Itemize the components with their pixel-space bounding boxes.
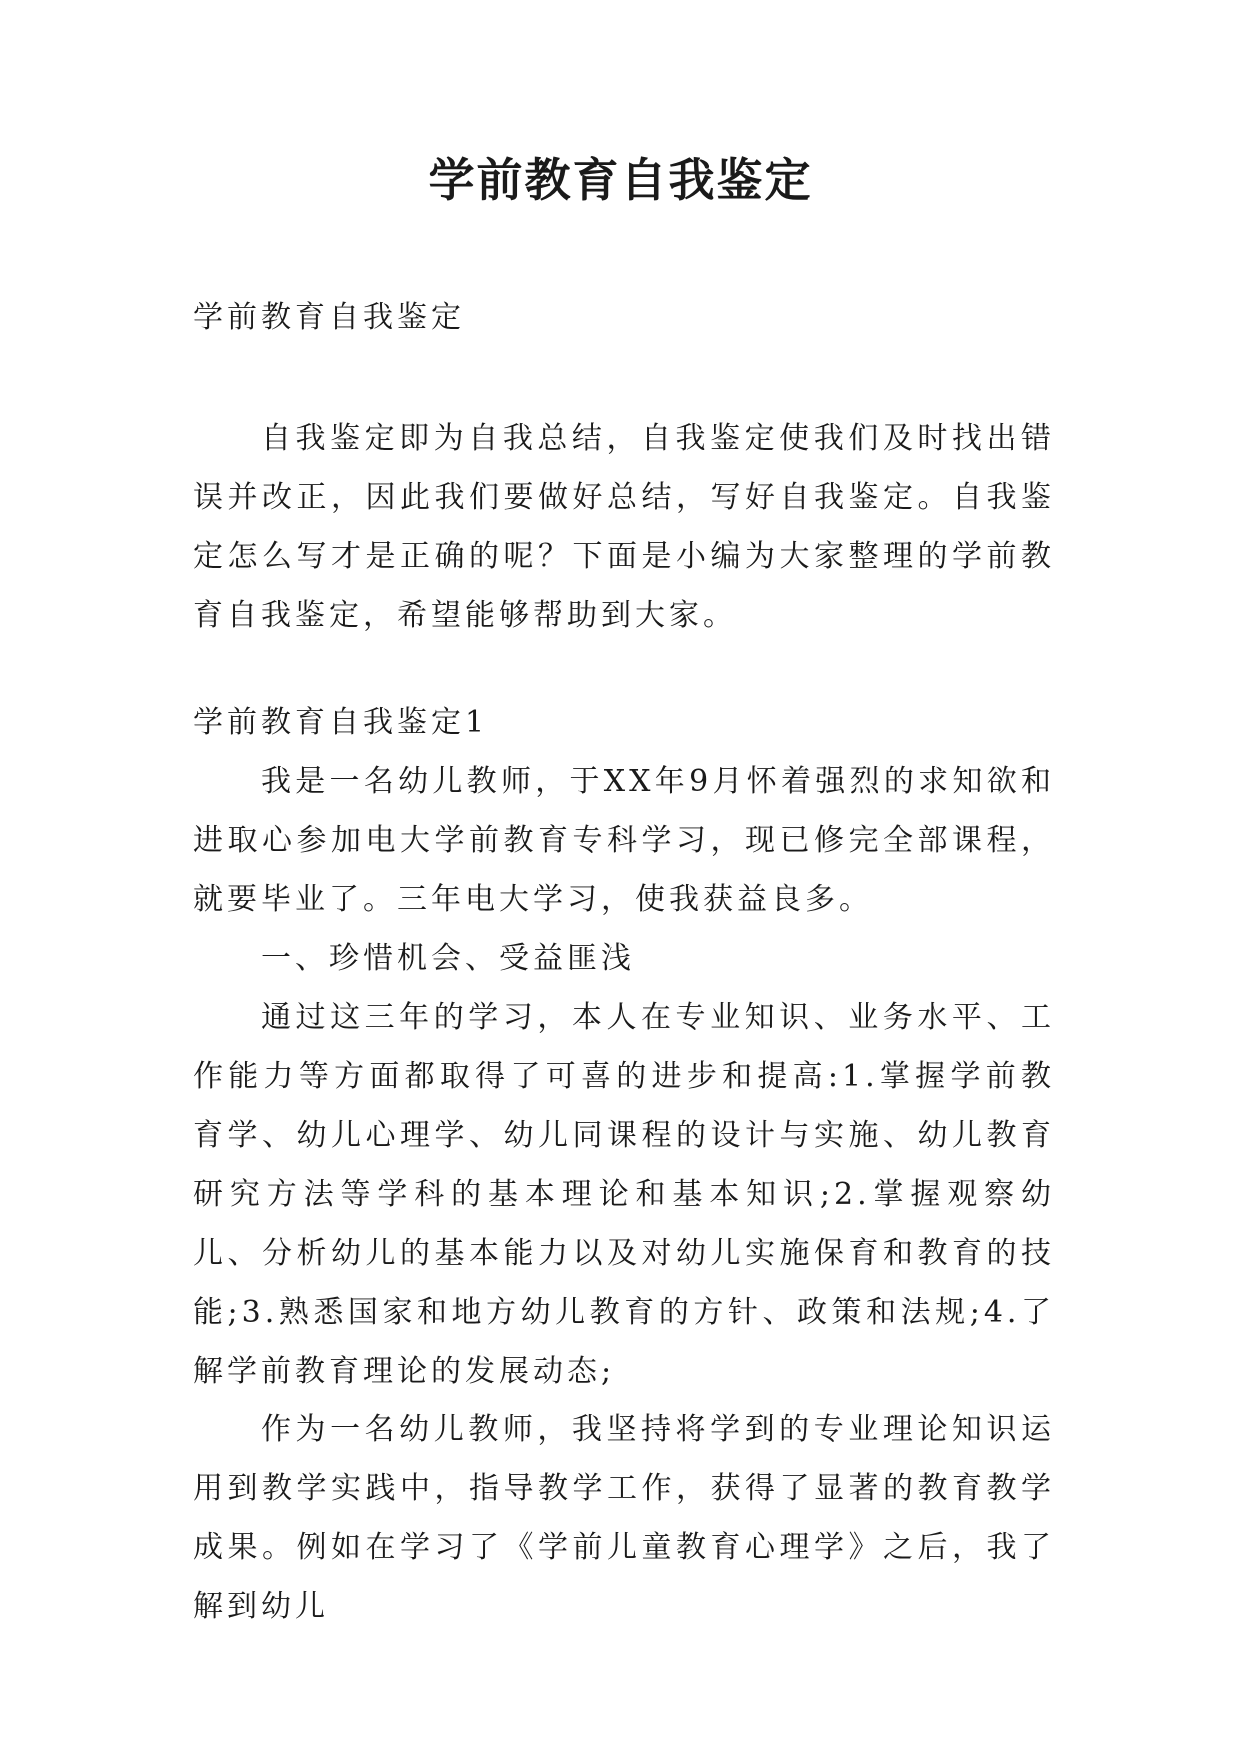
document-title: 学前教育自我鉴定 [428, 153, 813, 207]
body-paragraph-2: 通过这三年的学习，本人在专业知识、业务水平、工作能力等方面都取得了可喜的进步和提高:1.掌握学前教育学、幼儿心理学、幼儿同课程的设计与实施、幼儿教育研究方法等学科的基本理论和基本知识;2.掌握观察幼儿、分析幼儿的基本能力以及对幼儿实施保育和教育的技能;3.熟悉国家和地方幼儿教育的方针、政策和法规;4.了解学前教育理论的发展动态; [193, 1000, 1055, 1389]
section-heading: 学前教育自我鉴定1 [193, 705, 489, 740]
body-paragraph-1: 我是一名幼儿教师，于XX年9月怀着强烈的求知欲和进取心参加电大学前教育专科学习，现已修完全部课程，就要毕业了。三年电大学习，使我获益良多。 [193, 764, 1055, 917]
point-heading: 一、珍惜机会、受益匪浅 [261, 941, 635, 976]
document-subtitle: 学前教育自我鉴定 [193, 300, 465, 335]
body-paragraph-3: 作为一名幼儿教师，我坚持将学到的专业理论知识运用到教学实践中，指导教学工作，获得了显著的教育教学成果。例如在学习了《学前儿童教育心理学》之后，我了解到幼儿 [193, 1412, 1055, 1624]
intro-paragraph: 自我鉴定即为自我总结，自我鉴定使我们及时找出错误并改正，因此我们要做好总结，写好自我鉴定。自我鉴定怎么写才是正确的呢？下面是小编为大家整理的学前教育自我鉴定，希望能够帮助到大家。 [193, 421, 1055, 633]
